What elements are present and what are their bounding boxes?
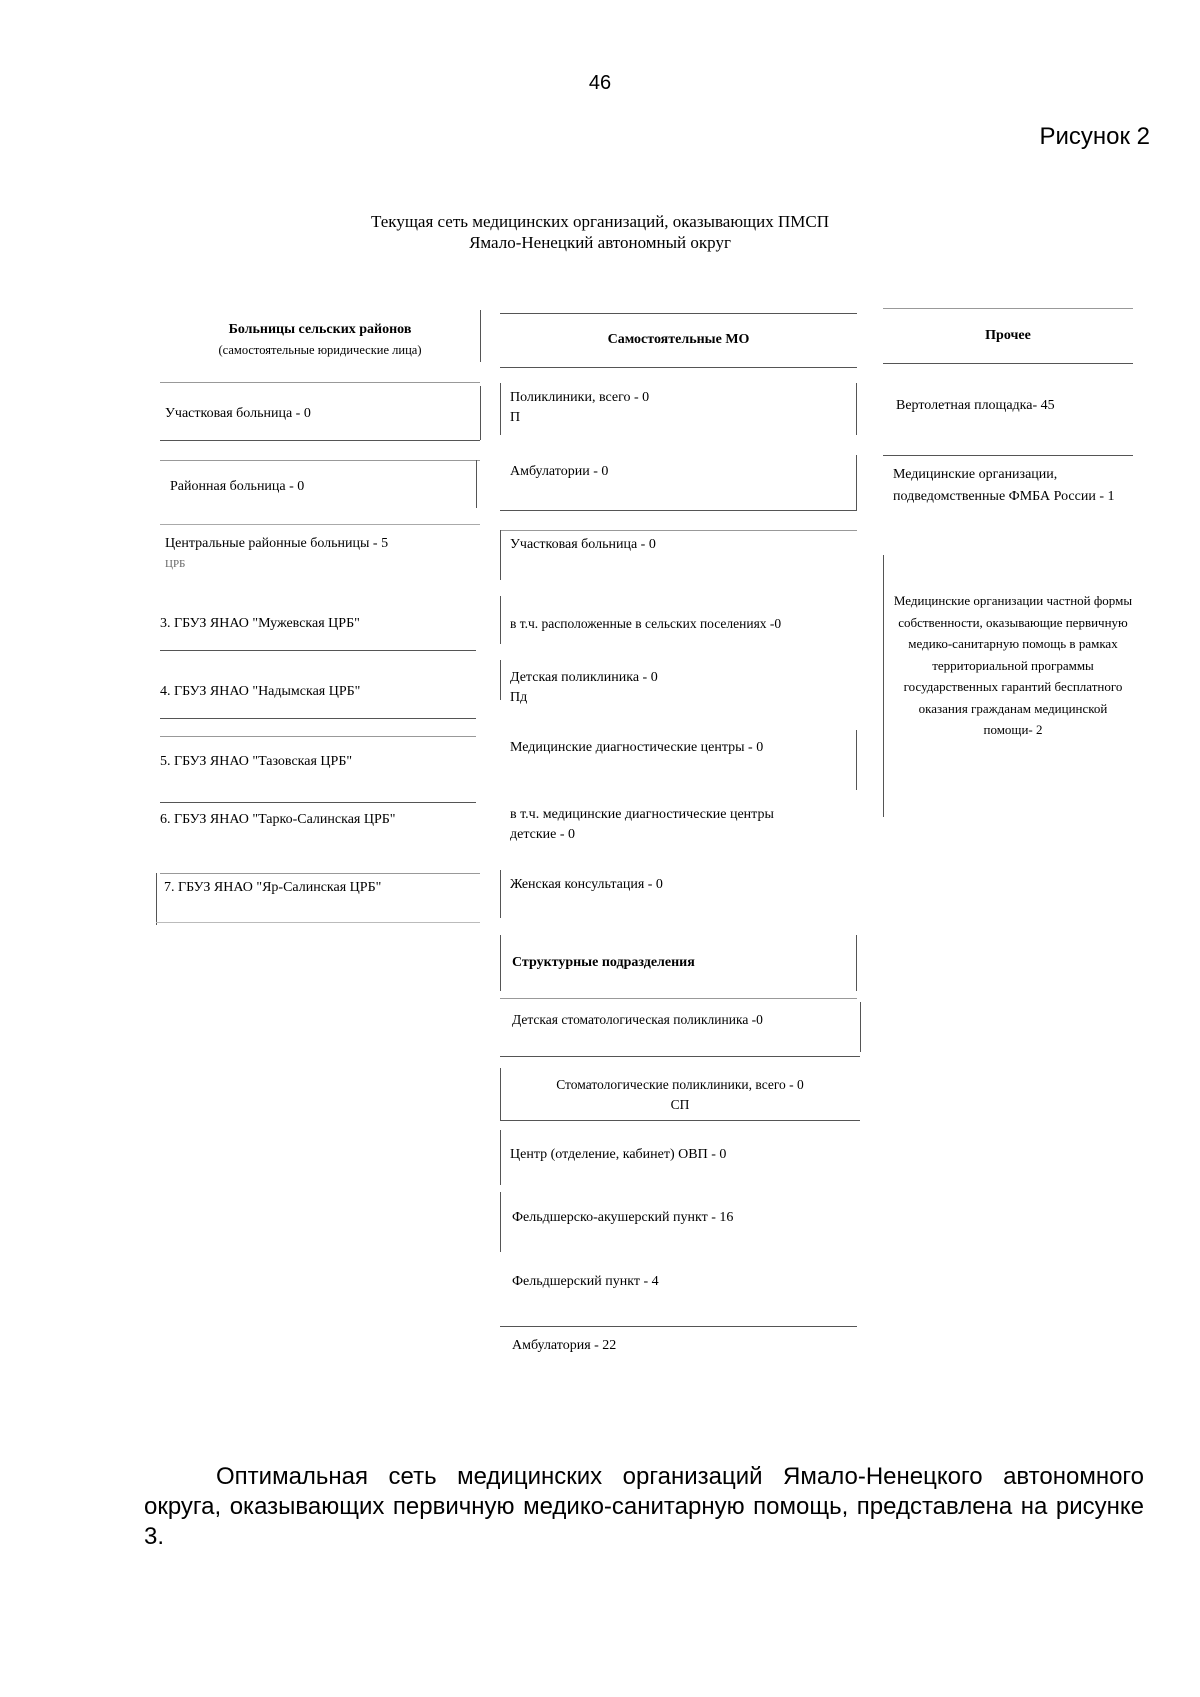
left-item-district-hospital: Районная больница - 0 xyxy=(170,479,305,494)
figure-label: Рисунок 2 xyxy=(1039,123,1150,150)
middle-item-childrens-polyclinic-label: Детская поликлиника - 0 xyxy=(510,670,658,685)
left-item-central-hospitals xyxy=(165,534,475,574)
page-number: 46 xyxy=(588,72,612,94)
middle-item-womens-consultation: Женская консультация - 0 xyxy=(510,877,663,892)
middle-item-childrens-polyclinic-abbr: Пд xyxy=(510,690,528,705)
chart-title-line-1: Текущая сеть медицинских организаций, оказывающих ПМСП xyxy=(371,212,829,231)
left-header-subtitle: (самостоятельные юридические лица) xyxy=(218,343,422,357)
middle-item-childrens-diagnostic-centers: в т.ч. медицинские диагностические центры детские - 0 xyxy=(510,807,774,842)
middle-item-dental-polyclinics-abbr: СП xyxy=(670,1097,690,1112)
left-item-crb-abbr: ЦРБ xyxy=(165,558,186,570)
middle-item-polyclinics xyxy=(510,388,850,428)
middle-item-district-hospital: Участковая больница - 0 xyxy=(510,537,656,552)
middle-item-childrens-dental: Детская стоматологическая поликлиника -0 xyxy=(512,1012,763,1027)
right-item-private-organizations: Медицинские организации частной формы собственности, оказывающие первичную медико-санитарную помощь в рамках территориальной программы государственных гарантий бесплатного оказания гражданам медицинской помощи- 2 xyxy=(893,593,1133,737)
left-item-yar-salinskaya: 7. ГБУЗ ЯНАО "Яр-Салинская ЦРБ" xyxy=(164,880,382,895)
chart-title xyxy=(200,211,1000,253)
middle-header xyxy=(500,330,857,350)
left-header-title: Больницы сельских районов xyxy=(228,322,412,337)
left-header xyxy=(160,320,480,360)
right-item-helipad: Вертолетная площадка- 45 xyxy=(896,398,1055,413)
left-item-tarko-salinskaya: 6. ГБУЗ ЯНАО "Тарко-Салинская ЦРБ" xyxy=(160,812,396,827)
middle-item-ambulatories: Амбулатории - 0 xyxy=(510,464,609,479)
left-item-nadymskaya: 4. ГБУЗ ЯНАО "Надымская ЦРБ" xyxy=(160,684,361,699)
middle-item-dental-polyclinics-label: Стоматологические поликлиники, всего - 0 xyxy=(556,1077,804,1092)
middle-item-polyclinics-label: Поликлиники, всего - 0 xyxy=(510,390,650,405)
middle-item-rural-settlements: в т.ч. расположенные в сельских поселениях -0 xyxy=(510,616,782,631)
left-item-muzhevskaya: 3. ГБУЗ ЯНАО "Мужевская ЦРБ" xyxy=(160,616,360,631)
middle-item-fap: Фельдшерско-акушерский пункт - 16 xyxy=(512,1210,734,1225)
middle-item-ovp-center: Центр (отделение, кабинет) ОВП - 0 xyxy=(510,1147,727,1162)
middle-item-structural-divisions-label: Структурные подразделения xyxy=(512,955,695,970)
left-item-central-hospitals-label: Центральные районные больницы - 5 xyxy=(165,536,389,551)
middle-item-childrens-polyclinic xyxy=(510,668,850,708)
middle-item-dental-polyclinics xyxy=(505,1075,855,1115)
right-header xyxy=(883,326,1133,346)
middle-item-diagnostic-centers: Медицинские диагностические центры - 0 xyxy=(510,740,764,755)
left-item-tazovskaya: 5. ГБУЗ ЯНАО "Тазовская ЦРБ" xyxy=(160,754,353,769)
middle-header-title: Самостоятельные МО xyxy=(607,332,750,347)
middle-item-polyclinics-abbr: П xyxy=(510,410,521,425)
middle-item-structural-divisions xyxy=(512,953,852,973)
middle-item-ambulatory: Амбулатория - 22 xyxy=(512,1338,617,1353)
right-header-title: Прочее xyxy=(985,328,1031,343)
left-item-rural-hospital: Участковая больница - 0 xyxy=(165,406,311,421)
chart-title-line-2: Ямало-Ненецкий автономный округ xyxy=(469,233,731,252)
middle-item-feldsher-point: Фельдшерский пункт - 4 xyxy=(512,1274,659,1289)
body-paragraph: Оптимальная сеть медицинских организаций Ямало-Ненецкого автономного округа, оказывающих первичную медико-санитарную помощь, представлена на рисунке 3. xyxy=(144,1463,1144,1550)
right-item-fmba: Медицинские организации, подведомственные ФМБА России - 1 xyxy=(893,467,1115,504)
